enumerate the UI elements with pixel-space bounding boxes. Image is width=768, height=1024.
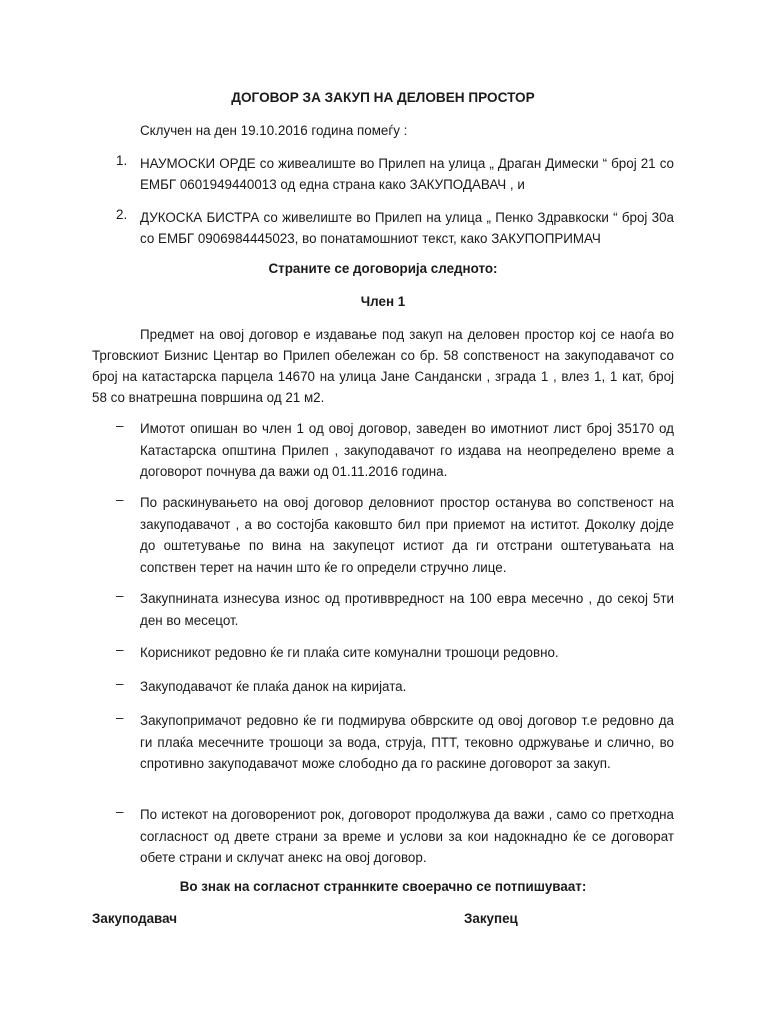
party-number: 2. [116,207,128,222]
dash-bullet: – [116,492,124,507]
clause-text: По раскинувањето на овој договор деловниот простор останува во сопственост на закуподавачот , а во состојба каковшто бил при приемот на иститот. Доколку дојде до оштетување по вина на закупецот истиот да ги отстрани оштетувањата на сопствен терет на начин што ќе го определи стручно лице. [140,495,674,575]
agreed-heading: Страните се договорија следното: [268,261,498,276]
clause-text: Имотот опишан во член 1 од овој договор, заведен во имотниот лист број 35170 од Катастарска општина Прилеп , закуподавачот го издава на неопределено време а договорот почнува да важи од 01.11.2016 година. [140,421,674,479]
dash-bullet: – [116,418,124,433]
closing-line: Во знак на согласнот страннките своерачно се потпишуваат: [179,879,587,894]
document-title: ДОГОВОР ЗА ЗАКУП НА ДЕЛОВЕН ПРОСТОР [231,90,535,105]
clause-text: Корисникот редовно ќе ги плаќа сите комунални трошоци редовно. [140,645,559,660]
party-text: ДУКОСКА БИСТРА со живелиште во Прилеп на улица „ Пенко Здравкоски “ број 30а со ЕМБГ 0906984445023, во понатамошниот текст, како ЗАКУПОПРИМАЧ [140,210,674,246]
clause-text: Закуподавачот ќе плаќа данок на киријата. [140,679,407,694]
dash-bullet: – [116,676,124,691]
article-paragraph: Предмет на овој договор е издавање под закуп на деловен простор кој се наоѓа во Трговскиот Бизнис Центар во Прилеп обележан со бр. 58 сопственост на закуподавачот со број на катастарска парцела 14670 на улица Јане Сандански , зграда 1 , влез 1, 1 кат, број 58 со внатрешна површина од 21 м2. [92,327,674,405]
dash-bullet: – [116,642,124,657]
clause-text: Закупопримачот редовно ќе ги подмирува обврските од овој договор т.е редовно да ги плаќа месечните трошоци за вода, струја, ПТТ, тековно одржување и слично, во спротивно закуподавачот може слободно да го раскине договорот за закуп. [140,713,674,771]
dash-bullet: – [116,710,124,725]
article-heading: Член 1 [360,294,406,309]
clause-text: По истекот на договорениот рок, договорот продолжува да важи , само со претходна согласност од двете страни за време и услови за кои надокнадно ќе се договорат обете страни и склучат анекс на овој договор. [140,807,674,865]
party-number: 1. [116,153,128,168]
dash-bullet: – [116,588,124,603]
intro-line: Склучен на ден 19.10.2016 година помеѓу : [140,123,408,138]
signature-label-lessor: Закуподавач [92,911,177,926]
party-text: НАУМОСКИ ОРДЕ со живеалиште во Прилеп на улица „ Драган Димески “ број 21 со ЕМБГ 0601949440013 од една страна како ЗАКУПОДАВАЧ , и [140,156,674,192]
dash-bullet: – [116,804,124,819]
clause-text: Закупнината изнесува износ од противвредност на 100 евра месечно , до секој 5ти ден во месецот. [140,591,674,628]
signature-label-lessee: Закупец [464,911,518,926]
